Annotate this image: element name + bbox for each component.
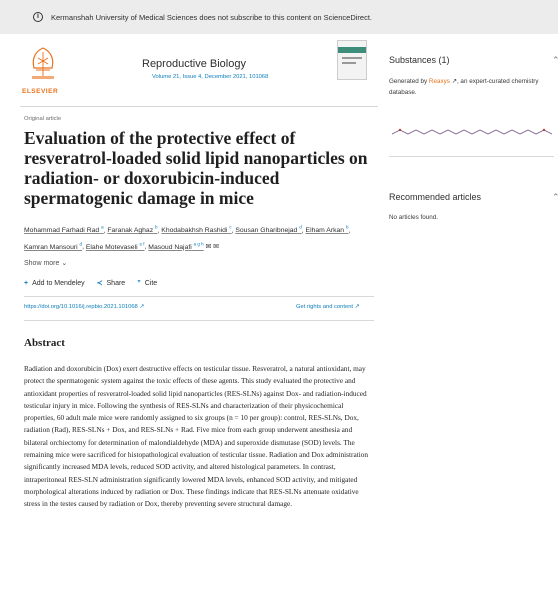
author-link[interactable]	[24, 227, 104, 234]
author-name: Masoud Najafi	[148, 243, 192, 251]
author-link[interactable]	[107, 227, 157, 234]
author-link[interactable]	[85, 241, 145, 251]
rights-text: Get rights and content	[296, 304, 354, 310]
author-link[interactable]	[235, 227, 301, 234]
author-affiliation[interactable]: e f	[139, 241, 145, 247]
doi-divider	[24, 320, 374, 321]
recommended-title: Recommended articles	[389, 192, 482, 202]
author-separator: ,	[144, 243, 147, 251]
author-name: Kamran Mansouri	[24, 243, 78, 251]
author-separator: ,	[157, 227, 160, 235]
author-affiliation[interactable]: d	[299, 225, 302, 230]
add-to-mendeley-label: Add to Mendeley	[32, 279, 85, 287]
author-affiliation[interactable]: c	[229, 225, 232, 230]
no-articles-text: No articles found.	[389, 214, 439, 221]
add-to-mendeley-button[interactable]	[24, 280, 85, 287]
generated-prefix: Generated by	[389, 78, 429, 85]
author-separator: ,	[301, 227, 304, 235]
email-icon[interactable]: ✉ ✉	[205, 243, 219, 251]
recommended-collapse-icon[interactable]: ⌃	[552, 192, 560, 202]
author-name: Khodabakhsh Rashidi	[161, 227, 228, 235]
doi-link[interactable]	[24, 304, 144, 310]
elsevier-logo[interactable]	[24, 42, 62, 86]
abstract-text: Radiation and doxorubicin (Dox) exert destructive effects on testicular tissue. Resveratrol, a natural antioxidant, may protect the spermatogenic system against the toxic effects of these agents. This study evaluated the protective and antioxidant properties of resveratrol-loaded solid lipid nanoparticles (RES-SLNs) against Dox- and radiation-induced testicular injury in mice. Following the synthesis of RES-SLNs and characterization of their physicochemical properties, 60 adult male mice were randomly assigned to six groups (n = 10 per group): control, RES-SLNs, Dox, radiation (Rad), RES-SLNs + Dox, and RES-SLNs + Rad. Five mice from each group underwent anesthesia and bilateral orchiectomy for determination of malondialdehyde (MDA) and superoxide dismutase (SOD) levels. The remaining mice were sacrificed for histopathological evaluation of testicular tissue. Radiation and Dox administration significantly increased MDA levels, reduced SOD activity, and altered histological parameters. In contrast, intraperitoneal RES-SLN administration significantly lowered MDA levels, enhanced SOD activity, and mitigated morphological alterations induced by radiation or Dox. These findings indicate that RES-SLNs attenuate oxidative stress in the testes caused by radiation or Dox, thereby preventing severe structural damage.	[24, 364, 369, 509]
journal-title[interactable]: Reproductive Biology	[142, 58, 246, 70]
rights-link[interactable]	[296, 304, 360, 310]
generated-suffix: , an expert-curated chemistry database.	[389, 78, 539, 96]
journal-cover-image[interactable]	[337, 40, 367, 80]
author-separator: ,	[348, 227, 351, 235]
reaxys-link[interactable]: Reaxys	[428, 78, 450, 85]
quote-icon: ”	[137, 279, 141, 287]
author-name: Mohammad Farhadi Rad	[24, 227, 100, 235]
chemical-structure-image[interactable]	[392, 126, 552, 140]
chevron-down-icon: ⌄	[61, 260, 68, 267]
share-icon: ≺	[96, 280, 103, 287]
share-button[interactable]	[97, 279, 126, 287]
author-name: Elahe Motevaseli	[85, 243, 138, 251]
show-more-button[interactable]	[24, 259, 67, 267]
author-affiliation[interactable]: a g h	[193, 241, 204, 247]
author-separator: ,	[82, 243, 84, 251]
show-more-label: Show more	[24, 260, 60, 267]
author-separator: ,	[103, 227, 106, 235]
substances-description	[389, 76, 554, 98]
article-type-label: Original article	[24, 116, 62, 122]
author-link[interactable]	[148, 241, 204, 251]
share-label: Share	[106, 280, 126, 287]
author-name: Elham Arkan	[305, 227, 345, 235]
article-title: Evaluation of the protective effect of resveratrol-loaded solid lipid nanoparticles on radiation- or doxorubicin-induced spermatogenic damage in mice	[24, 128, 368, 208]
author-name: Faranak Aghaz	[107, 227, 154, 235]
plus-icon: +	[24, 279, 29, 287]
author-affiliation[interactable]: b	[155, 225, 158, 230]
journal-issue-link[interactable]: Volume 21, Issue 4, December 2021, 101068	[152, 74, 269, 80]
author-link[interactable]	[24, 241, 83, 251]
substances-collapse-icon[interactable]: ⌃	[552, 55, 560, 65]
info-icon: i	[33, 12, 43, 22]
external-link-icon: ↗	[449, 78, 457, 85]
cite-label: Cite	[144, 279, 158, 287]
cite-button[interactable]	[137, 280, 157, 287]
doi-text: https://doi.org/10.1016/j.repbio.2021.101068	[24, 304, 138, 310]
author-name: Sousan Gharibnejad	[235, 227, 298, 235]
journal-header	[20, 40, 375, 104]
author-link[interactable]	[306, 227, 349, 234]
author-separator: ,	[231, 227, 234, 235]
article-actions	[24, 279, 157, 287]
author-list	[24, 221, 374, 254]
author-affiliation[interactable]: a	[101, 225, 104, 230]
external-link-icon: ↗	[354, 304, 360, 310]
author-affiliation[interactable]: b	[345, 225, 349, 230]
header-divider	[20, 106, 378, 107]
access-banner	[0, 0, 558, 34]
author-link[interactable]	[161, 227, 231, 234]
actions-divider	[24, 296, 374, 297]
sidebar-divider	[389, 156, 554, 157]
substances-title: Substances (1)	[389, 55, 450, 65]
author-affiliation[interactable]: d	[79, 241, 83, 247]
access-banner-text: Kermanshah University of Medical Sciences does not subscribe to this content on ScienceDirect.	[51, 12, 372, 22]
publisher-name: ELSEVIER	[22, 88, 59, 95]
abstract-heading: Abstract	[24, 337, 65, 349]
external-link-icon: ↗	[139, 304, 145, 310]
